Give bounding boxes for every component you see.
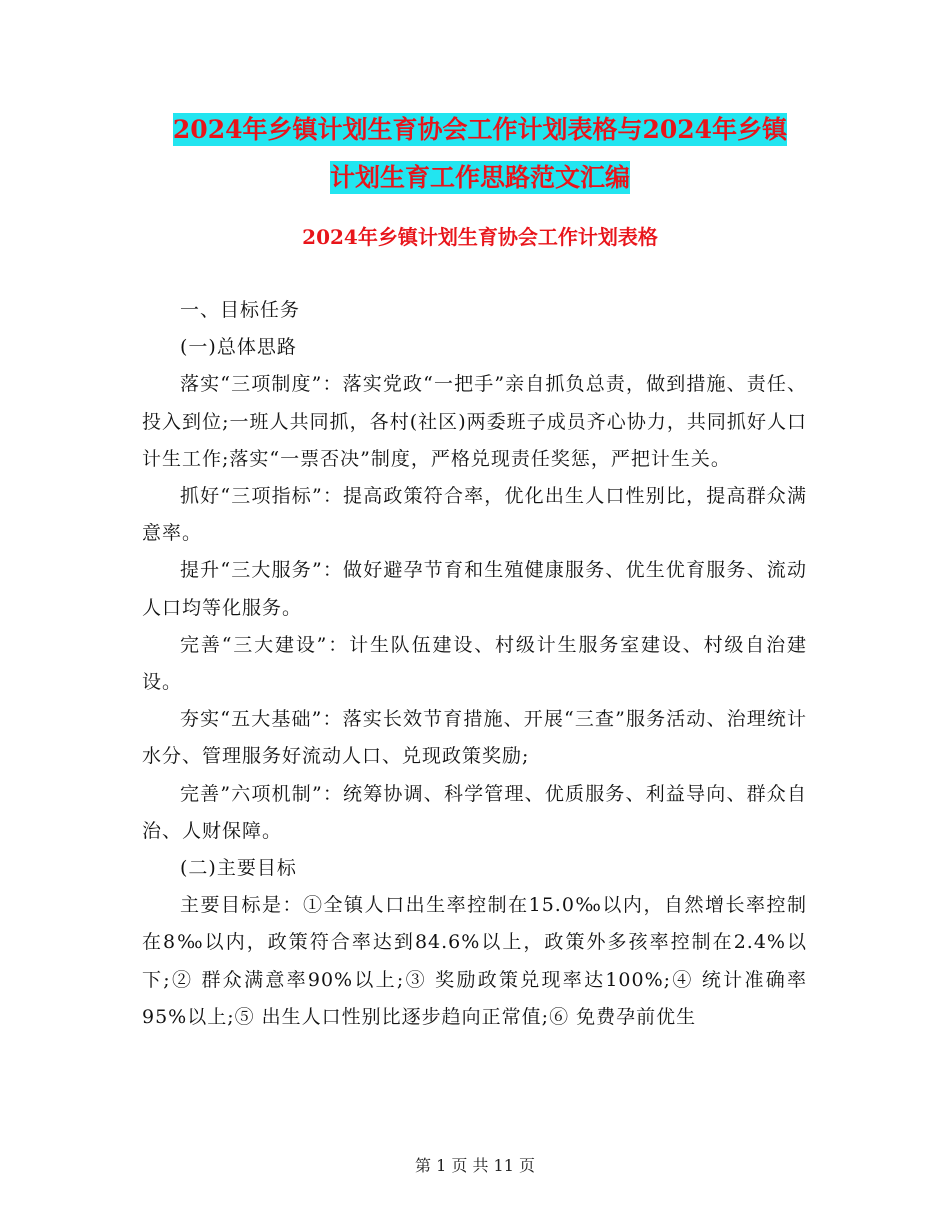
page-footer xyxy=(0,1153,950,1176)
paragraph: 抓好“三项指标”：提高政策符合率，优化出生人口性别比，提高群众满意率。 xyxy=(142,485,807,545)
document-title-line-1: 2024年乡镇计划生育协会工作计划表格与2024年乡镇 xyxy=(172,115,788,144)
document-title xyxy=(140,106,820,202)
paragraph-heading-1: 一、目标任务 xyxy=(180,299,301,321)
paragraph-subheading-1: (一)总体思路 xyxy=(180,336,297,359)
paragraph-subheading-2: (二)主要目标 xyxy=(180,857,297,880)
document-body xyxy=(142,292,807,1036)
document-title-line-2: 计划生育工作思路范文汇编 xyxy=(329,163,630,192)
section-title: 2024年乡镇计划生育协会工作计划表格 xyxy=(302,225,658,249)
paragraph: 主要目标是：①全镇人口出生率控制在15.0‰以内，自然增长率控制在8‰以内，政策符合率达到84.6%以上，政策外多孩率控制在2.4%以下;② 群众满意率90%以上;③ 奖励政策兑现率达100%;④ 统计准确率95%以上;⑤ 出生人口性别比逐步趋向正常值;⑥ 免费孕前优生 xyxy=(142,894,807,1028)
paragraph: 完善”六项机制”：统筹协调、科学管理、优质服务、利益导向、群众自治、人财保障。 xyxy=(142,782,807,842)
paragraph: 完善“三大建设”：计生队伍建设、村级计生服务室建设、村级自治建设。 xyxy=(142,633,807,694)
page-number-label: 第 1 页 共 11 页 xyxy=(415,1156,535,1175)
paragraph: 夯实“五大基础”：落实长效节育措施、开展“三查”服务活动、治理统计水分、管理服务好流动人口、兑现政策奖励; xyxy=(142,708,807,768)
paragraph: 提升“三大服务”：做好避孕节育和生殖健康服务、优生优育服务、流动人口均等化服务。 xyxy=(142,559,807,619)
paragraph: 落实“三项制度”：落实党政“一把手”亲自抓负总责，做到措施、责任、投入到位;一班人共同抓，各村(社区)两委班子成员齐心协力，共同抓好人口计生工作;落实“一票否决”制度，严格兑现责任奖惩，严把计生关。 xyxy=(142,373,807,470)
